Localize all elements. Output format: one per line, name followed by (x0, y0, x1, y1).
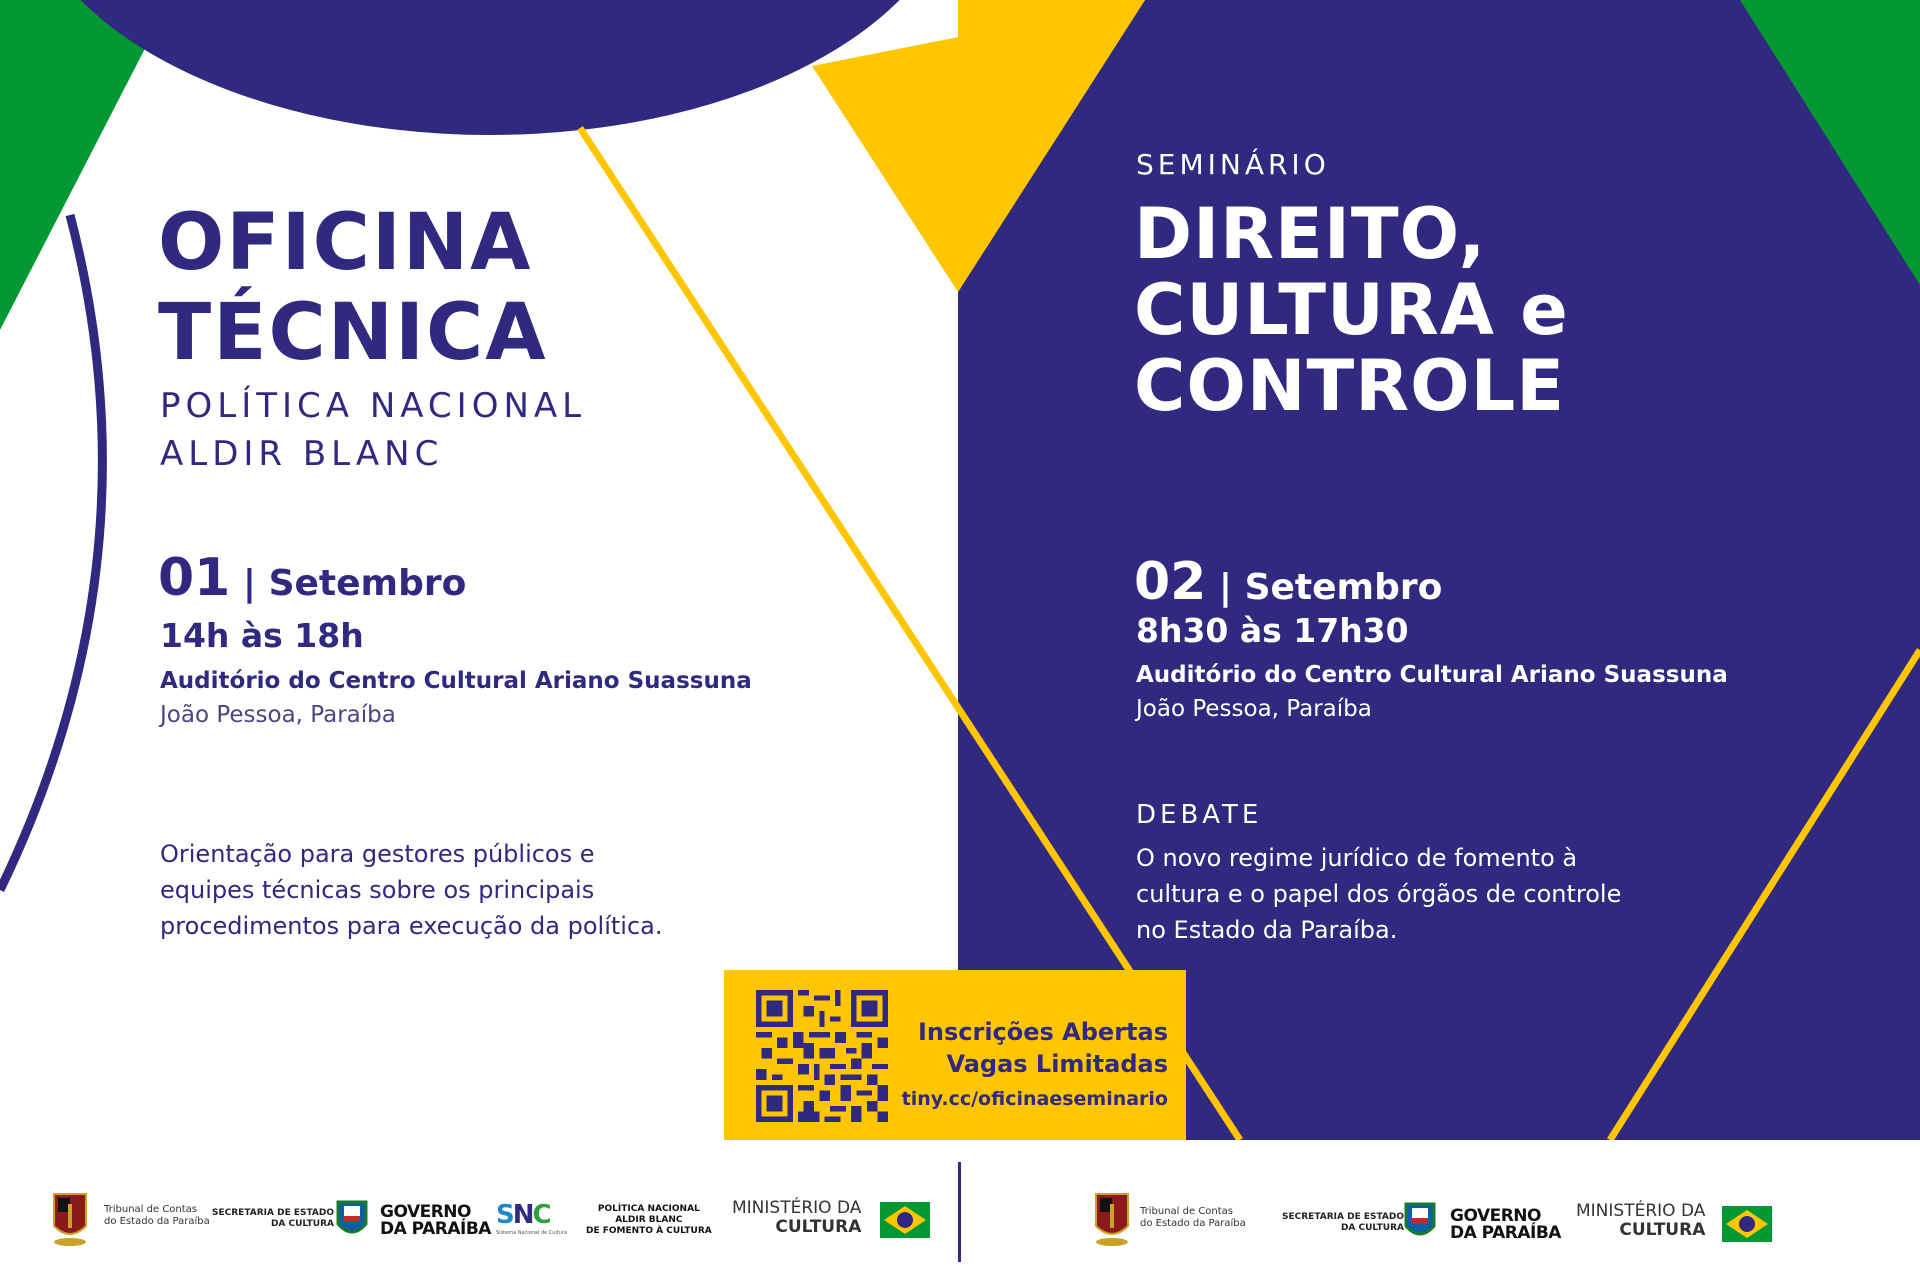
gov-line2-right: DA PARAÍBA (1450, 1223, 1561, 1243)
debate-line2: cultura e o papel dos órgãos de controle (1136, 880, 1622, 908)
workshop-venue: Auditório do Centro Cultural Ariano Suassuna (160, 668, 752, 694)
workshop-month: | Setembro (230, 563, 467, 604)
paraiba-crest-icon (332, 1196, 372, 1242)
gov-paraiba-logo (380, 1204, 491, 1238)
minc-line1-right: MINISTÉRIO DA (1576, 1201, 1706, 1221)
gov-line1-right: GOVERNO (1450, 1206, 1541, 1226)
seminar-venue: Auditório do Centro Cultural Ariano Suassuna (1136, 662, 1728, 688)
minc-line2: CULTURA (775, 1217, 862, 1237)
seminar-title-line2: CULTURA e (1134, 269, 1569, 351)
tce-logo (104, 1204, 210, 1228)
workshop-description (160, 836, 662, 944)
debate-description (1136, 840, 1621, 948)
workshop-subtitle-line1: POLÍTICA NACIONAL (160, 386, 587, 426)
seminar-title-line1: DIREITO, (1134, 193, 1487, 275)
snc-mark: SNC (496, 1200, 550, 1230)
minc-logo-right (1576, 1202, 1705, 1240)
qr-code-icon[interactable] (756, 990, 888, 1122)
sec-cultura-logo (212, 1208, 334, 1230)
sec-line2: DA CULTURA (270, 1219, 335, 1229)
tce-logo-right (1140, 1206, 1246, 1230)
minc-line1: MINISTÉRIO DA (732, 1198, 862, 1218)
workshop-city: João Pessoa, Paraíba (160, 702, 396, 728)
pnab-line2: ALDIR BLANC (615, 1215, 683, 1225)
workshop-title-line2: TÉCNICA (158, 288, 548, 378)
workshop-description-line1: Orientação para gestores públicos e (160, 840, 595, 868)
footer-divider (958, 1162, 961, 1262)
workshop-title (158, 198, 548, 378)
registration-box (724, 970, 1186, 1140)
pnab-line1: POLÍTICA NACIONAL (597, 1204, 700, 1214)
workshop-subtitle (160, 382, 586, 478)
seminar-title (1134, 193, 1569, 427)
pnab-logo (586, 1204, 712, 1237)
workshop-subtitle-line2: ALDIR BLANC (160, 434, 444, 474)
sec-line1: SECRETARIA DE ESTADO (212, 1208, 335, 1218)
debate-line3: no Estado da Paraíba. (1136, 916, 1398, 944)
workshop-description-line2: equipes técnicas sobre os principais (160, 876, 595, 904)
paraiba-crest-icon-right (1400, 1198, 1440, 1244)
registration-open-text: Inscrições Abertas (917, 1018, 1168, 1046)
workshop-date (158, 548, 466, 608)
tce-crest-icon (50, 1190, 90, 1248)
limited-spots-text: Vagas Limitadas (946, 1050, 1168, 1078)
seminar-day: 02 (1134, 552, 1207, 612)
sec-cultura-logo-right (1282, 1212, 1404, 1234)
sec-line2-right: DA CULTURA (1340, 1223, 1405, 1233)
debate-line1: O novo regime jurídico de fomento à (1136, 844, 1578, 872)
gov-line1: GOVERNO (380, 1202, 471, 1222)
tce-crest-icon-right (1092, 1190, 1132, 1248)
brazil-flag-icon-right (1722, 1206, 1772, 1242)
snc-logo (496, 1200, 567, 1236)
seminar-title-line3: CONTROLE (1134, 345, 1566, 427)
workshop-title-line1: OFICINA (158, 198, 533, 288)
snc-sub: Sistema Nacional de Cultura (496, 1230, 568, 1236)
tce-line2: do Estado da Paraíba (104, 1216, 210, 1227)
debate-label: DEBATE (1136, 800, 1263, 830)
seminar-hours: 8h30 às 17h30 (1136, 611, 1409, 650)
minc-logo (732, 1199, 861, 1237)
tce-line1-right: Tribunal de Contas (1140, 1206, 1234, 1217)
navy-arc-outline (0, 215, 102, 890)
workshop-day: 01 (158, 548, 231, 608)
gov-paraiba-logo-right (1450, 1208, 1561, 1242)
workshop-hours: 14h às 18h (160, 616, 364, 655)
brazil-flag-icon (880, 1202, 930, 1238)
seminar-city: João Pessoa, Paraíba (1136, 696, 1372, 722)
seminar-month: | Setembro (1206, 567, 1443, 608)
registration-link[interactable]: tiny.cc/oficinaeseminario (901, 1088, 1168, 1110)
seminar-date (1134, 552, 1442, 612)
gov-line2: DA PARAÍBA (380, 1219, 491, 1239)
seminar-kicker: SEMINÁRIO (1136, 148, 1330, 181)
pnab-line3: DE FOMENTO À CULTURA (586, 1226, 712, 1236)
minc-line2-right: CULTURA (1619, 1220, 1706, 1240)
workshop-description-line3: procedimentos para execução da política. (160, 912, 663, 940)
sec-line1-right: SECRETARIA DE ESTADO (1282, 1212, 1405, 1222)
tce-line1: Tribunal de Contas (104, 1204, 198, 1215)
tce-line2-right: do Estado da Paraíba (1140, 1218, 1246, 1229)
